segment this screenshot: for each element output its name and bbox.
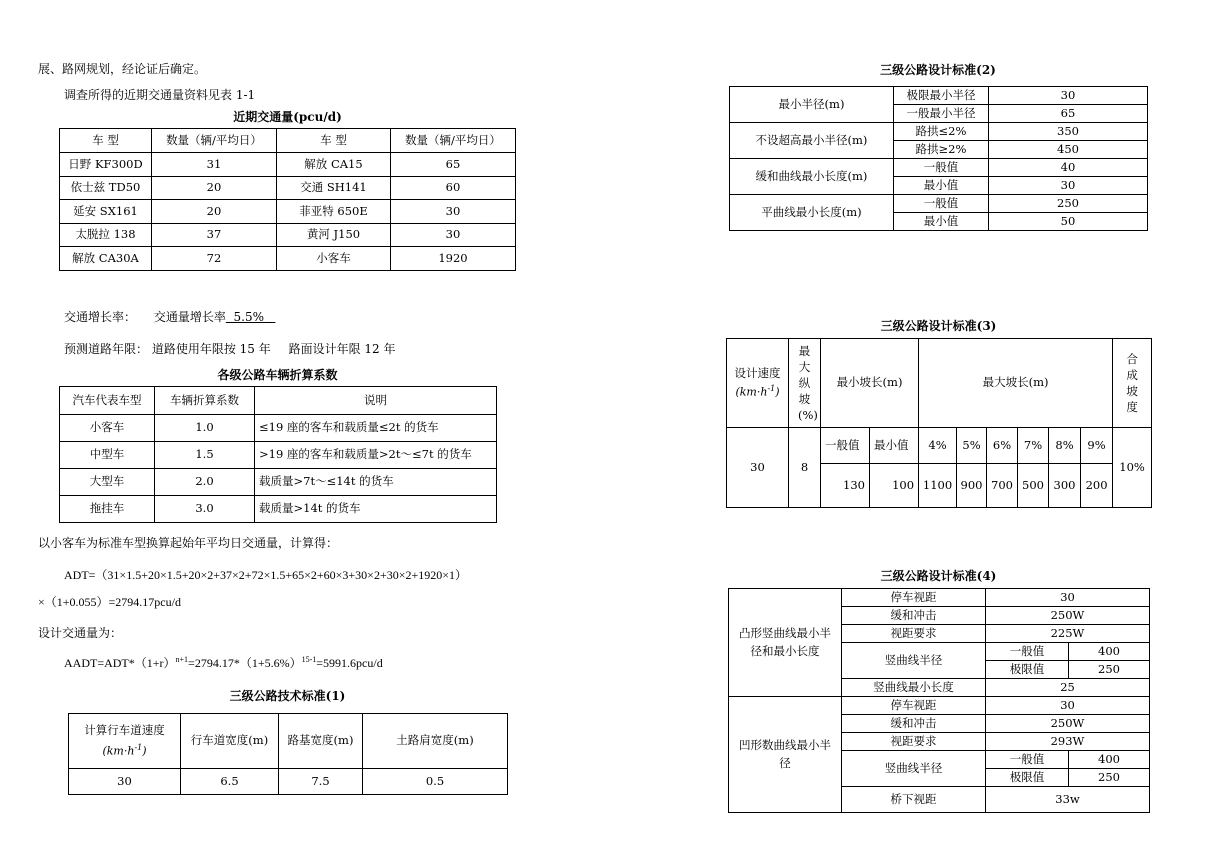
table-cell: 一般值	[894, 195, 989, 213]
row-label: 缓和曲线最小长度(m)	[730, 159, 894, 195]
table-cell: 解放 CA30A	[60, 247, 152, 271]
table-row	[60, 200, 516, 224]
table-cell: 黄河 J150	[277, 223, 391, 247]
table-row	[69, 769, 508, 795]
aadt-part: =5991.6pcu/d	[316, 656, 383, 670]
table-cell: 竖曲线半径	[842, 643, 986, 679]
unit-text: (km·h	[102, 744, 135, 758]
grade-header: 5%	[957, 428, 987, 464]
table-cell: 250	[989, 195, 1148, 213]
table-cell: 8	[789, 428, 821, 508]
table-row	[60, 415, 497, 442]
table-cell: 视距要求	[842, 733, 986, 751]
table-cell: 40	[989, 159, 1148, 177]
growth-text: 交通量增长率	[153, 310, 226, 324]
table-title: 三级公路设计标准(2)	[880, 63, 996, 77]
table-cell: 1.5	[155, 442, 255, 469]
table-row	[60, 247, 516, 271]
table-cell: 30	[986, 589, 1150, 607]
grade-header: 8%	[1049, 428, 1081, 464]
table-header: 汽车代表车型	[60, 387, 155, 415]
table-cell: 400	[1069, 751, 1150, 769]
table-title: 三级公路技术标准(1)	[229, 689, 346, 703]
calc-intro: 以小客车为标准车型换算起始年平均日交通量，计算得：	[38, 536, 339, 550]
table-cell: 停车视距	[842, 697, 986, 715]
table-cell: 小客车	[60, 415, 155, 442]
conversion-factor-table	[59, 386, 497, 523]
table-cell: 一般值	[986, 751, 1069, 769]
table-header: 最小坡长(m)	[821, 339, 919, 428]
growth-rate-line	[64, 308, 275, 325]
row-label: 不设超高最小半径(m)	[730, 123, 894, 159]
table-title: 近期交通量(pcu/d)	[233, 110, 342, 124]
table-header: 车 型	[277, 129, 391, 153]
table-cell: 250W	[986, 607, 1150, 625]
speed-header: 计算行车道速度	[84, 722, 165, 737]
table-cell: 65	[391, 153, 516, 177]
table-cell: 缓和冲击	[842, 715, 986, 733]
table-row	[60, 496, 497, 523]
table-header: 土路肩宽度(m)	[363, 714, 508, 769]
table-cell: ≤19 座的客车和载质量≤2t 的货车	[255, 415, 497, 442]
aadt-exponent: 15-1	[301, 655, 317, 664]
text-line: 展、路网规划，经论证后确定。	[38, 62, 207, 76]
table-cell: 停车视距	[842, 589, 986, 607]
table-cell: 250	[1069, 661, 1150, 679]
table-cell: 250W	[986, 715, 1150, 733]
adt-formula: ADT=（31×1.5+20×1.5+20×2+37×2+72×1.5+65×2+60×3+30×2+30×2+1920×1）	[64, 568, 468, 582]
table-cell: 293W	[986, 733, 1150, 751]
table-cell: 拖挂车	[60, 496, 155, 523]
table-header: 数量（辆/平均日）	[152, 129, 277, 153]
table-row	[60, 469, 497, 496]
table-header: 合成坡度	[1113, 339, 1152, 428]
table-cell: 72	[152, 247, 277, 271]
table-title: 三级公路设计标准(3)	[880, 319, 997, 333]
table-cell: 30	[989, 177, 1148, 195]
aadt-part: AADT=ADT*（1+r）	[64, 656, 176, 670]
table-cell: 极限最小半径	[894, 87, 989, 105]
years-line	[64, 340, 395, 357]
table-header: 行车道宽度(m)	[181, 714, 279, 769]
table-title: 三级公路设计标准(4)	[880, 569, 997, 583]
design-standard-4-table	[728, 588, 1150, 813]
table-cell: 桥下视距	[842, 787, 986, 813]
table-cell: 500	[1018, 464, 1049, 508]
table-cell: 10%	[1113, 428, 1152, 508]
years-text: 道路使用年限按 15 年	[151, 342, 271, 356]
table-cell: 1.0	[155, 415, 255, 442]
table-cell: 7.5	[279, 769, 363, 795]
years-label: 预测道路年限：	[64, 342, 149, 356]
table-row	[60, 176, 516, 200]
table-cell: 60	[391, 176, 516, 200]
table-cell: 200	[1081, 464, 1113, 508]
table-header	[727, 339, 789, 428]
recent-traffic-table	[59, 128, 516, 271]
unit-label	[727, 384, 788, 399]
table-cell: 路拱≤2%	[894, 123, 989, 141]
table-cell: 解放 CA15	[277, 153, 391, 177]
table-cell: 25	[986, 679, 1150, 697]
table-row	[60, 153, 516, 177]
grade-header: 6%	[987, 428, 1018, 464]
tech-standard-table	[68, 713, 508, 795]
years-text-2: 路面设计年限 12 年	[288, 342, 396, 356]
row-label: 平曲线最小长度(m)	[730, 195, 894, 231]
table-cell: 65	[989, 105, 1148, 123]
table-cell: 中型车	[60, 442, 155, 469]
text-line: 调查所得的近期交通量资料见表 1-1	[64, 88, 256, 102]
table-cell: 6.5	[181, 769, 279, 795]
table-header: 最大纵坡(%)	[789, 339, 821, 428]
growth-label: 交通增长率：	[64, 310, 137, 324]
design-standard-3-table	[726, 338, 1152, 508]
unit-text: )	[775, 385, 780, 399]
table-cell: 30	[391, 223, 516, 247]
table-cell: 竖曲线最小长度	[842, 679, 986, 697]
table-cell: 100	[870, 464, 919, 508]
group-label: 凸形竖曲线最小半径和最小长度	[729, 589, 842, 697]
unit-exponent: -1	[134, 742, 143, 752]
table-cell: 路拱≥2%	[894, 141, 989, 159]
aadt-part: =2794.17*（1+5.6%）	[188, 656, 302, 670]
table-cell: 菲亚特 650E	[277, 200, 391, 224]
speed-header: 设计速度	[734, 365, 781, 380]
table-cell: 20	[152, 176, 277, 200]
table-header: 路基宽度(m)	[279, 714, 363, 769]
table-header: 车辆折算系数	[155, 387, 255, 415]
table-cell: 450	[989, 141, 1148, 159]
table-cell: 31	[152, 153, 277, 177]
table-cell: 30	[69, 769, 181, 795]
table-cell: 30	[391, 200, 516, 224]
table-cell: 900	[957, 464, 987, 508]
unit-exponent: -1	[767, 383, 776, 393]
table-cell: 2.0	[155, 469, 255, 496]
table-cell: 400	[1069, 643, 1150, 661]
sub-header: 最小值	[870, 428, 919, 464]
aadt-formula	[64, 654, 383, 671]
table-cell: 225W	[986, 625, 1150, 643]
table-cell: 250	[1069, 769, 1150, 787]
unit-text: )	[142, 744, 147, 758]
table-cell: 350	[989, 123, 1148, 141]
table-cell: 700	[987, 464, 1018, 508]
table-row	[60, 442, 497, 469]
aadt-exponent: n+1	[175, 655, 189, 664]
table-row	[60, 223, 516, 247]
table-cell: 极限值	[986, 661, 1069, 679]
table-cell: 20	[152, 200, 277, 224]
table-cell: 300	[1049, 464, 1081, 508]
adt-formula-cont: ×（1+0.055）=2794.17pcu/d	[38, 595, 181, 609]
unit-label	[69, 743, 180, 758]
table-cell: >19 座的客车和载质量>2t～≤7t 的货车	[255, 442, 497, 469]
table-cell: 载质量>7t～≤14t 的货车	[255, 469, 497, 496]
table-cell: 视距要求	[842, 625, 986, 643]
unit-text: (km·h	[735, 385, 768, 399]
table-cell: 37	[152, 223, 277, 247]
grade-header: 9%	[1081, 428, 1113, 464]
table-title: 各级公路车辆折算系数	[217, 368, 338, 382]
table-cell: 竖曲线半径	[842, 751, 986, 787]
growth-value: 5.5%	[225, 310, 276, 324]
grade-header: 4%	[919, 428, 957, 464]
table-header: 数量（辆/平均日）	[391, 129, 516, 153]
table-cell: 30	[727, 428, 789, 508]
table-header: 最大坡长(m)	[919, 339, 1113, 428]
table-cell: 30	[989, 87, 1148, 105]
table-cell: 太脱拉 138	[60, 223, 152, 247]
table-cell: 最小值	[894, 177, 989, 195]
table-cell: 33w	[986, 787, 1150, 813]
table-cell: 一般值	[986, 643, 1069, 661]
design-traffic-label: 设计交通量为：	[38, 626, 123, 640]
table-cell: 小客车	[277, 247, 391, 271]
table-cell: 交通 SH141	[277, 176, 391, 200]
design-standard-2-table	[729, 86, 1148, 231]
table-cell: 130	[821, 464, 870, 508]
table-header: 车 型	[60, 129, 152, 153]
table-cell: 30	[986, 697, 1150, 715]
table-cell: 大型车	[60, 469, 155, 496]
table-cell: 一般最小半径	[894, 105, 989, 123]
row-label: 最小半径(m)	[730, 87, 894, 123]
table-cell: 日野 KF300D	[60, 153, 152, 177]
table-cell: 依士兹 TD50	[60, 176, 152, 200]
table-cell: 延安 SX161	[60, 200, 152, 224]
table-cell: 0.5	[363, 769, 508, 795]
grade-header: 7%	[1018, 428, 1049, 464]
table-cell: 最小值	[894, 213, 989, 231]
table-cell: 极限值	[986, 769, 1069, 787]
table-cell: 3.0	[155, 496, 255, 523]
table-header	[69, 714, 181, 769]
table-cell: 载质量>14t 的货车	[255, 496, 497, 523]
table-cell: 50	[989, 213, 1148, 231]
table-cell: 一般值	[894, 159, 989, 177]
table-cell: 1920	[391, 247, 516, 271]
sub-header: 一般值	[821, 428, 870, 464]
table-cell: 1100	[919, 464, 957, 508]
table-cell: 缓和冲击	[842, 607, 986, 625]
group-label: 凹形数曲线最小半径	[729, 697, 842, 813]
table-header: 说明	[255, 387, 497, 415]
